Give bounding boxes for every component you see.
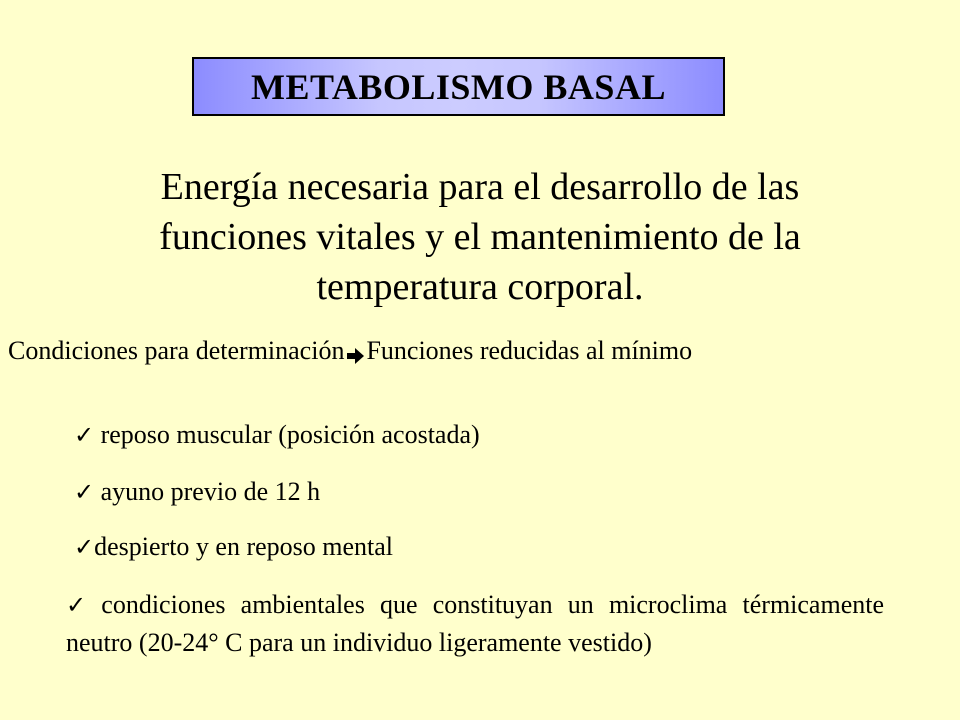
list-item [74,420,480,450]
check-icon: ✓ [74,421,95,449]
title-box [192,57,725,116]
list-item-text: ayuno previo de 12 h [94,477,321,506]
list-item-text: reposo muscular (posición acostada) [94,420,480,449]
check-icon: ✓ [74,533,95,561]
arrow-right-icon [345,343,365,363]
conditions-label: Condiciones para determinación [8,336,345,365]
list-item [74,532,393,562]
conditions-line [8,336,958,366]
page-title: METABOLISMO BASAL [251,66,666,107]
check-icon: ✓ [74,478,95,506]
definition-line-2: funciones vitales y el mantenimiento de la [159,216,801,258]
check-icon: ✓ [66,591,87,619]
list-item [74,477,320,507]
list-item [66,586,884,661]
conditions-result: Funciones reducidas al mínimo [366,336,693,365]
definition-line-3: temperatura corporal. [316,266,644,308]
list-item-text: despierto y en reposo mental [94,532,394,561]
list-item-text: condiciones ambientales que constituyan un microclima térmicamente neutro (20-24° C para un individuo ligeramente vestido) [66,590,884,657]
definition-line-1: Energía necesaria para el desarrollo de las [160,166,800,208]
definition-text [60,162,900,312]
